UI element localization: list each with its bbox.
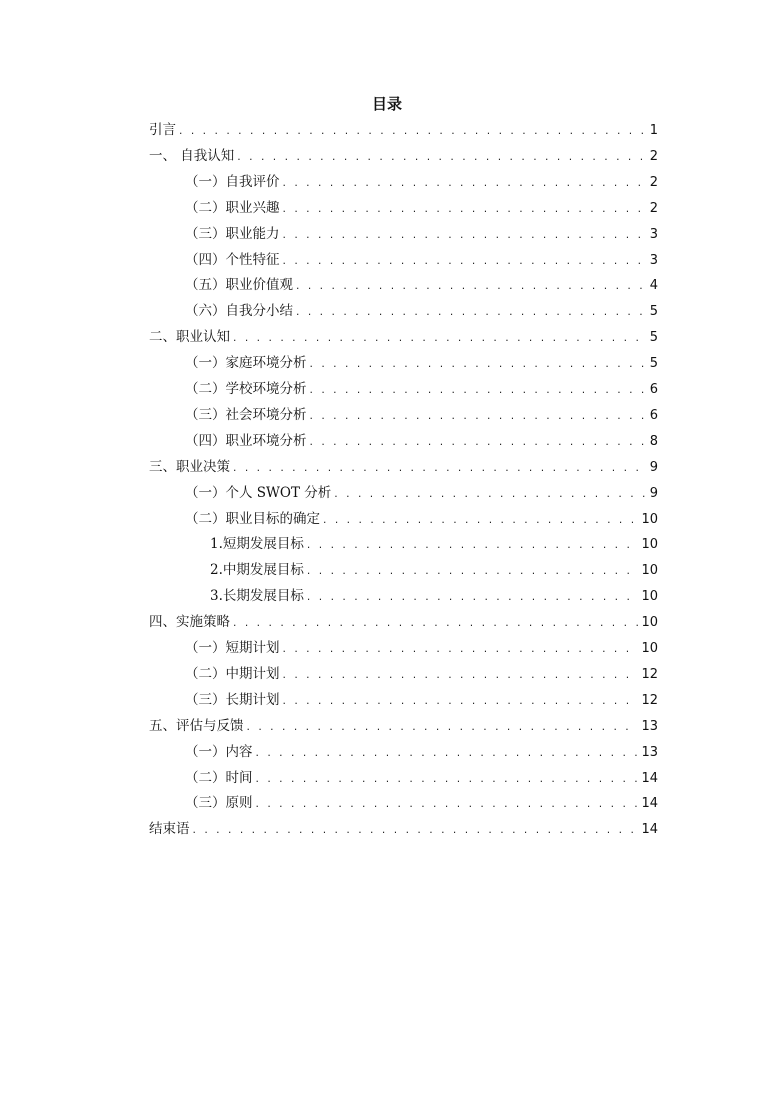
toc-dot-leader [306,559,639,585]
toc-entry-label: （一）自我评价 [185,173,280,190]
toc-entry[interactable] [185,765,658,791]
toc-entry-page-number: 4 [649,278,658,294]
toc-dot-leader [282,171,647,197]
toc-entry[interactable] [185,661,658,687]
toc-dot-leader [309,352,647,378]
toc-entry[interactable] [185,169,658,195]
toc-entry-label: （一）短期计划 [185,640,280,656]
toc-entry[interactable] [149,143,658,169]
toc-entry-label: （六）自我分小结 [185,303,293,320]
toc-entry[interactable] [210,557,658,583]
toc-entry[interactable] [185,221,658,247]
toc-entry-label: （二）职业目标的确定 [185,510,320,527]
toc-entry-page-number: 9 [649,485,658,501]
toc-entry[interactable] [185,195,658,221]
toc-entry-label: 1.短期发展目标 [210,536,304,553]
toc-entry-label: （三）长期计划 [185,691,280,708]
toc-entry-label: （一）个人 SWOT 分析 [185,484,332,501]
toc-dot-leader [306,533,639,559]
toc-entry-page-number: 12 [641,666,658,682]
toc-dot-leader [255,741,639,767]
toc-entry[interactable] [149,324,658,350]
toc-dot-leader [282,663,639,689]
toc-entry-label: 五、评估与反馈 [149,717,244,734]
toc-entry-label: 2.中期发展目标 [210,562,304,579]
toc-entry[interactable] [185,402,658,428]
toc-entry-label: （一）内容 [185,743,253,760]
toc-entry-page-number: 3 [649,252,658,268]
toc-entry[interactable] [210,531,658,557]
toc-entry-page-number: 6 [649,382,658,397]
toc-entry-label: （四）职业环境分析 [185,432,307,449]
toc-entry-page-number: 10 [641,537,658,553]
toc-dot-leader [282,637,639,663]
toc-entry[interactable] [185,739,658,765]
toc-entry-label: （二）职业兴趣 [185,199,280,216]
toc-dot-leader [309,430,647,456]
toc-entry[interactable] [185,790,658,816]
toc-entry-page-number: 5 [649,304,658,320]
toc-entry[interactable] [185,376,658,402]
toc-dot-leader [306,585,639,611]
toc-entry-page-number: 10 [641,563,658,579]
toc-dot-leader [232,456,647,482]
toc-entry-page-number: 2 [649,148,658,164]
toc-dot-leader [232,326,647,352]
toc-entry-page-number: 13 [641,718,658,734]
toc-entry-page-number: 12 [641,692,658,708]
toc-entry-label: （一）家庭环境分析 [185,355,307,372]
toc-entry-label: （二）学校环境分析 [185,381,307,397]
toc-entry-label: （三）原则 [185,795,253,812]
toc-entry[interactable] [185,635,658,661]
toc-dot-leader [192,818,639,844]
toc-dot-leader [309,378,647,404]
toc-entry[interactable] [149,454,658,480]
toc-entry[interactable] [185,247,658,273]
toc-dot-leader [333,482,646,508]
toc-entry-page-number: 2 [649,200,658,216]
toc-entry-page-number: 8 [649,433,658,449]
toc-entry-label: （五）职业价值观 [185,277,293,294]
toc-entry-page-number: 10 [641,641,658,656]
toc-entry-label: 结束语 [149,821,190,838]
toc-entry-page-number: 9 [649,459,658,475]
toc-entry[interactable] [185,480,658,506]
toc-dot-leader [295,300,647,326]
toc-entry[interactable] [149,609,658,635]
toc-entry-page-number: 10 [641,511,658,527]
toc-entry-page-number: 10 [641,589,658,605]
toc-entry-label: 四、实施策略 [149,614,230,631]
toc-dot-leader [178,119,647,145]
toc-entry-page-number: 14 [641,822,658,838]
toc-entry-page-number: 14 [641,796,658,812]
toc-dot-leader [295,274,647,300]
toc-entry-page-number: 3 [649,226,658,242]
toc-entry[interactable] [185,506,658,532]
toc-entry-label: 3.长期发展目标 [210,588,304,605]
toc-entry[interactable] [185,687,658,713]
toc-entry-label: 三、职业决策 [149,458,230,475]
toc-entry-page-number: 5 [649,330,658,346]
toc-entry-label: 二、职业认知 [149,329,230,346]
toc-entry-label: 一、 自我认知 [149,147,235,164]
toc-dot-leader [246,715,639,741]
toc-entry-label: 引言 [149,122,176,138]
toc-entry-page-number: 13 [641,744,658,760]
toc-entry-label: （二）中期计划 [185,665,280,682]
toc-entry-label: （四）个性特征 [185,251,280,268]
toc-dot-leader [282,249,647,275]
toc-entry-label: （三）社会环境分析 [185,406,307,423]
toc-dot-leader [282,689,639,715]
toc-entry[interactable] [185,272,658,298]
toc-entry[interactable] [149,117,658,143]
toc-dot-leader [232,611,638,637]
toc-entry-page-number: 14 [641,770,658,786]
toc-entry[interactable] [210,583,658,609]
toc-entry[interactable] [149,816,658,842]
toc-title: 目录 [371,95,402,113]
toc-entry-label: （二）时间 [185,769,253,786]
toc-dot-leader [236,145,646,171]
toc-dot-leader [282,197,647,223]
toc-entry-page-number: 2 [649,174,658,190]
toc-dot-leader [255,767,639,793]
toc-entry[interactable] [185,428,658,454]
toc-entry[interactable] [185,350,658,376]
toc-entry[interactable] [185,298,658,324]
toc-entry-page-number: 6 [649,407,658,423]
toc-entry-page-number: 5 [649,356,658,372]
toc-entry-page-number: 10 [641,615,658,631]
toc-dot-leader [309,404,647,430]
toc-dot-leader [282,223,647,249]
toc-entry-label: （三）职业能力 [185,225,280,242]
toc-entry-page-number: 1 [649,123,658,138]
toc-entry[interactable] [149,713,658,739]
toc-dot-leader [255,792,639,818]
toc-dot-leader [322,508,638,534]
